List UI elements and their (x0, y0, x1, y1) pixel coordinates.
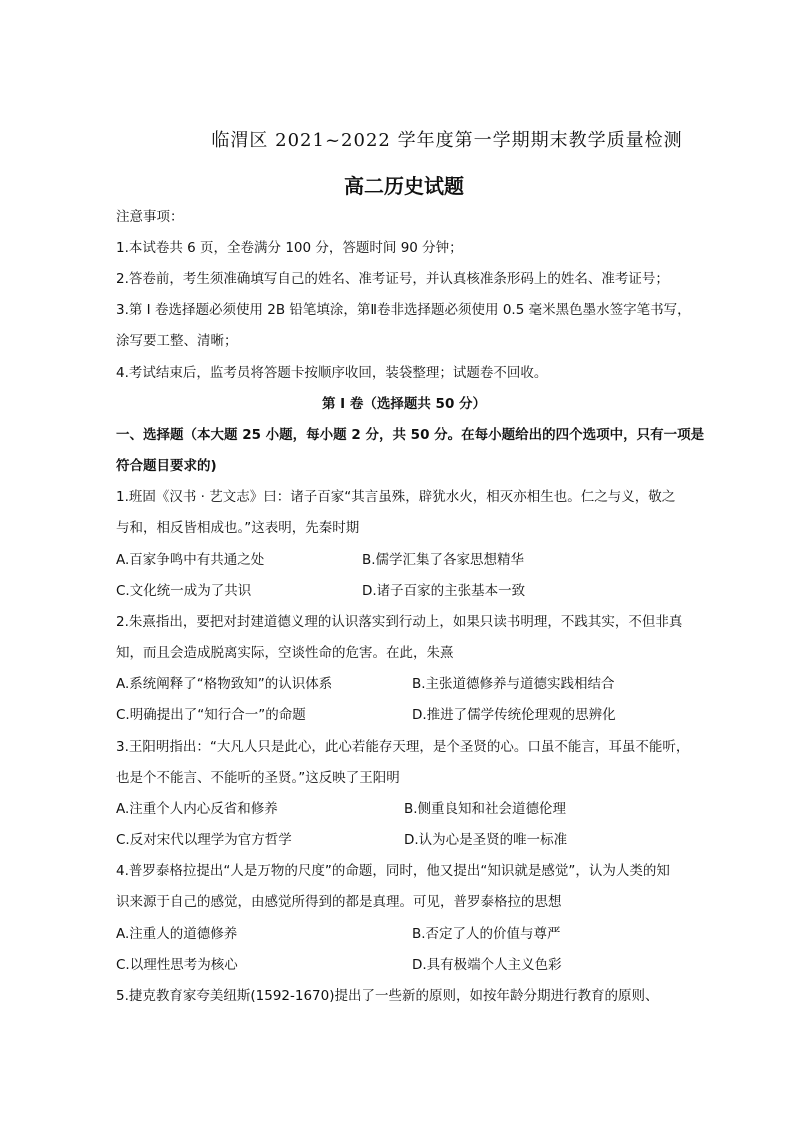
q2-option-c: C.明确提出了“知行合一”的命题 (116, 707, 306, 723)
q1-option-b: B.儒学汇集了各家思想精华 (362, 552, 525, 568)
q3-option-d: D.认为心是圣贤的唯一标准 (404, 832, 568, 848)
notice-item-1: 1.本试卷共 6 页，全卷满分 100 分，答题时间 90 分钟； (116, 240, 463, 256)
q4-option-d: D.具有极端个人主义色彩 (412, 957, 562, 973)
notice-heading: 注意事项： (116, 209, 184, 225)
q2-stem: 2.朱熹指出，要把对封建道德义理的认识落实到行动上，如果只读书明理，不践其实，不但非真 (116, 614, 683, 630)
exam-subtitle: 高二历史试题 (344, 174, 464, 198)
notice-item-2: 2.答卷前，考生须准确填写自己的姓名、准考证号，并认真核准条形码上的姓名、准考证号； (116, 271, 669, 287)
section-instructions: 一、选择题（本大题 25 小题，每小题 2 分，共 50 分。在每小题给出的四个选项中，只有一项是 (116, 427, 705, 443)
q2-option-b: B.主张道德修养与道德实践相结合 (412, 676, 615, 692)
q4-option-b: B.否定了人的价值与尊严 (412, 926, 561, 942)
q3-option-a: A.注重个人内心反省和修养 (116, 801, 278, 817)
q2-stem-cont: 知，而且会造成脱离实际，空谈性命的危害。在此，朱熹 (116, 645, 454, 661)
q4-stem: 4.普罗泰格拉提出“人是万物的尺度”的命题，同时，他又提出“知识就是感觉”，认为人类的知 (116, 863, 670, 879)
notice-item-3: 3.第 I 卷选择题必须使用 2B 铅笔填涂，第Ⅱ卷非选择题必须使用 0.5 毫米黑色墨水签字笔书写， (116, 302, 691, 318)
q2-option-a: A.系统阐释了“格物致知”的认识体系 (116, 676, 333, 692)
q4-option-a: A.注重人的道德修养 (116, 926, 238, 942)
q3-option-b: B.侧重良知和社会道德伦理 (404, 801, 567, 817)
q3-stem-cont: 也是个不能言、不能听的圣贤。”这反映了王阳明 (116, 770, 400, 786)
q4-stem-cont: 识来源于自己的感觉，由感觉所得到的都是真理。可见，普罗泰格拉的思想 (116, 894, 562, 910)
q2-option-d: D.推进了儒学传统伦理观的思辨化 (412, 707, 616, 723)
q4-option-c: C.以理性思考为核心 (116, 957, 238, 973)
part1-heading: 第 I 卷（选择题共 50 分） (321, 396, 487, 412)
q5-stem: 5.捷克教育家夸美纽斯(1592-1670)提出了一些新的原则，如按年龄分期进行教育的原则、 (116, 988, 659, 1004)
q3-option-c: C.反对宋代以理学为官方哲学 (116, 832, 292, 848)
q3-stem: 3.王阳明指出：“大凡人只是此心，此心若能存天理，是个圣贤的心。口虽不能言，耳虽不能听， (116, 739, 690, 755)
exam-title: 临渭区 2021~2022 学年度第一学期期末教学质量检测 (211, 130, 683, 151)
notice-item-3-cont: 涂写要工整、清晰； (116, 333, 238, 349)
q1-option-a: A.百家争鸣中有共通之处 (116, 552, 265, 568)
q1-stem-cont: 与和，相反皆相成也。”这表明，先秦时期 (116, 520, 360, 536)
section-instructions-cont: 符合题目要求的) (116, 458, 217, 474)
q1-option-c: C.文化统一成为了共识 (116, 583, 252, 599)
notice-item-4: 4.考试结束后，监考员将答题卡按顺序收回，装袋整理；试题卷不回收。 (116, 365, 548, 381)
q1-stem: 1.班固《汉书 · 艺文志》曰：诸子百家“其言虽殊，辟犹水火，相灭亦相生也。仁之与义，敬之 (116, 489, 676, 505)
q1-option-d: D.诸子百家的主张基本一致 (362, 583, 526, 599)
